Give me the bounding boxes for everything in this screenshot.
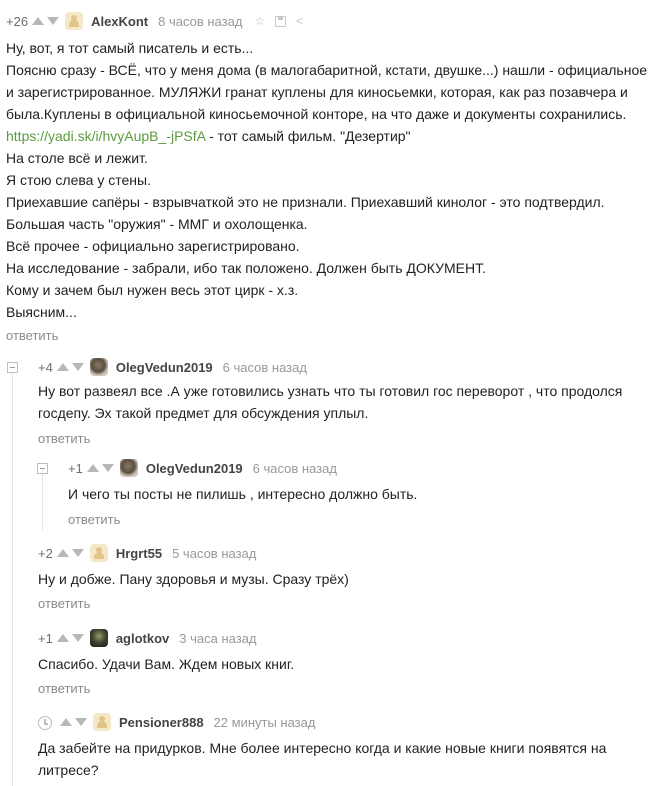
comment-body — [6, 37, 661, 323]
rating: +4 — [38, 359, 53, 375]
reply-button[interactable]: ответить — [6, 328, 59, 343]
rating: +26 — [6, 13, 29, 29]
avatar[interactable] — [120, 459, 138, 477]
comment-body — [38, 653, 658, 675]
timestamp[interactable]: 6 часов назад — [252, 460, 337, 476]
comment-line: Ну, вот, я тот самый писатель и есть... — [6, 40, 254, 56]
avatar[interactable] — [90, 629, 108, 647]
author-name[interactable]: OlegVedun2019 — [115, 359, 213, 375]
video-link[interactable]: https://yadi.sk/i/hvyAupB_-jPSfA — [6, 128, 206, 144]
comment-line: госдепу. Эх такой предмет для обсуждения уплыл. — [38, 405, 369, 421]
downvote-icon[interactable] — [75, 718, 87, 726]
comment-line: И чего ты посты не пилишь , интересно должно быть. — [68, 486, 418, 502]
comment-body — [68, 483, 658, 505]
downvote-icon[interactable] — [72, 634, 84, 642]
reply-button[interactable]: ответить — [38, 431, 91, 446]
reply-button[interactable]: ответить — [38, 596, 91, 611]
comment-line: Большая часть "оружия" - ММГ и охолощенка. — [6, 216, 308, 232]
downvote-icon[interactable] — [102, 464, 114, 472]
comment-line: На столе всё и лежит. — [6, 150, 148, 166]
timestamp[interactable]: 5 часов назад — [172, 545, 257, 561]
avatar[interactable] — [90, 358, 108, 376]
comment-line: была.Куплены в официальной киносьемочной конторе, на что даже и документы сохранились. — [6, 106, 627, 122]
thread-line — [42, 470, 43, 530]
rating: +1 — [68, 460, 83, 476]
timestamp[interactable]: 22 минуты назад — [213, 714, 316, 730]
comment-line: - тот самый фильм. "Дезертир" — [205, 128, 411, 144]
downvote-icon[interactable] — [47, 17, 59, 25]
comment-body — [38, 568, 658, 590]
comment-line: Ну и добже. Пану здоровья и музы. Сразу трёх) — [38, 571, 349, 587]
downvote-icon[interactable] — [72, 363, 84, 371]
timestamp[interactable]: 6 часов назад — [222, 359, 307, 375]
avatar[interactable] — [65, 12, 83, 30]
comment-line: литресе? — [38, 762, 99, 778]
comment-line: Кому и зачем был нужен весь этот цирк - х.з. — [6, 282, 299, 298]
avatar[interactable] — [93, 713, 111, 731]
upvote-icon[interactable] — [32, 17, 44, 25]
author-name[interactable]: OlegVedun2019 — [145, 460, 243, 476]
timestamp[interactable]: 3 часа назад — [179, 630, 257, 646]
reply-button[interactable]: ответить — [38, 681, 91, 696]
share-icon[interactable]: < — [296, 14, 304, 28]
author-name[interactable]: Pensioner888 — [119, 714, 204, 730]
timestamp[interactable]: 8 часов назад — [158, 13, 243, 29]
collapse-thread-button[interactable] — [37, 463, 48, 474]
reply-button[interactable]: ответить — [68, 512, 121, 527]
downvote-icon[interactable] — [72, 549, 84, 557]
comment-line: Всё прочее - официально зарегистрировано. — [6, 238, 300, 254]
comment-line: Ну вот развеял все .А уже готовились узнать что ты готовил гос переворот , что продолся — [38, 383, 623, 399]
upvote-icon[interactable] — [57, 634, 69, 642]
comment-body — [38, 737, 658, 781]
comment-line: Выясним... — [6, 304, 77, 320]
save-icon[interactable] — [275, 16, 286, 27]
upvote-icon[interactable] — [57, 549, 69, 557]
upvote-icon[interactable] — [87, 464, 99, 472]
rating: +2 — [38, 545, 53, 561]
clock-icon — [38, 716, 52, 730]
rating: +1 — [38, 630, 53, 646]
comment-line: Я стою слева у стены. — [6, 172, 151, 188]
comment-line: и зарегистрированное. МУЛЯЖИ гранат куплены для киносьемки, которая, как раз позавчера и — [6, 84, 628, 100]
author-name[interactable]: Hrgrt55 — [115, 545, 163, 561]
bookmark-icon[interactable]: ☆ — [254, 14, 266, 28]
comment-body — [38, 380, 658, 424]
upvote-icon[interactable] — [57, 363, 69, 371]
collapse-thread-button[interactable] — [7, 362, 18, 373]
avatar[interactable] — [90, 544, 108, 562]
thread-line — [12, 372, 13, 786]
comment-line: Да забейте на придурков. Мне более интересно когда и какие новые книги появятся на — [38, 740, 607, 756]
author-name[interactable]: AlexKont — [91, 13, 149, 29]
comment-line: Спасибо. Удачи Вам. Ждем новых книг. — [38, 656, 295, 672]
comment-line: Поясню сразу - ВСЁ, что у меня дома (в малогабаритной, кстати, двушке...) нашли - официальное — [6, 62, 648, 78]
author-name[interactable]: aglotkov — [115, 630, 170, 646]
comment-line: Приехавшие сапёры - взрывчаткой это не признали. Приехавший кинолог - это подтвердил. — [6, 194, 605, 210]
upvote-icon[interactable] — [60, 718, 72, 726]
comment-line: На исследование - забрали, ибо так положено. Должен быть ДОКУМЕНТ. — [6, 260, 486, 276]
